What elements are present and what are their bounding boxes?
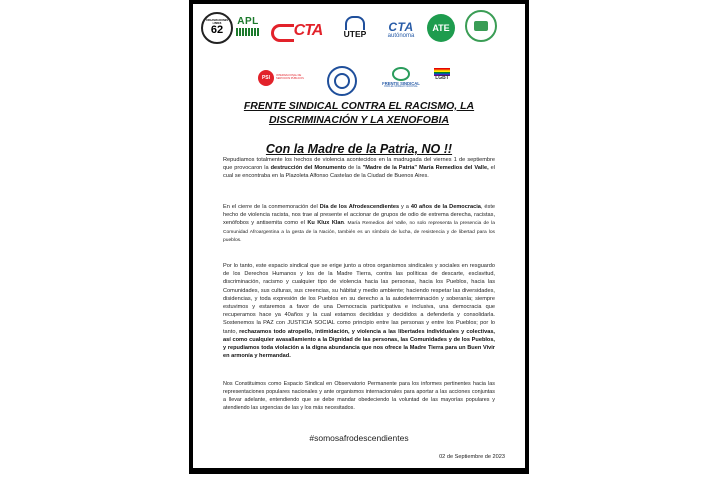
org62-ring-text: ORGANIZACIONES LIBRES [206,19,228,25]
apl-logo [235,14,261,38]
lgbt-text: LGBT [435,74,449,81]
ate-logo [427,14,455,42]
green-seal-logo [465,10,497,42]
cgt-seal-logo [327,66,357,96]
cta-swoosh-icon [271,24,294,42]
cta-text: CTA [293,22,323,39]
paragraph-4: Nos Constituimos como Espacio Sindical en Observatorio Permanente para los informes pertinentes hacia las representaciones populares nacionales y ante organismos internacionales para aportar a las acciones conjuntas a llevar adelante, entendiendo que se debe mandar obedeciendo la voluntad de las mayorías populares y atendiendo las urgencias de las y los más necesitados. [223,381,495,411]
cta-autonoma-main: CTA [388,20,414,34]
apl-text: APL [237,15,259,27]
apl-stripes-icon [236,28,260,36]
frente-sindical-sub: PARA EL MODELO NACIONAL [384,85,418,89]
frente-emblem-icon [392,67,410,81]
psi-logo [257,68,317,88]
document-subtitle: Con la Madre de la Patria, NO !! [265,142,453,156]
bus-icon [474,21,488,31]
org62-number: 62 [210,23,224,36]
paragraph-1: Repudiamos totalmente los hechos de violencia acontecidos en la madrugada del viernes 1 de septiembre que provocaron la destrucción del Monumento de la "Madre de la Patria" María Remedios del Valle, el cual se encontraba en la Plazoleta Alfonso Castelao de la Ciudad de Buenos Aires. [223,157,495,180]
cta-autonoma-logo [377,16,425,44]
utep-text: UTEP [343,28,367,39]
utep-logo [341,12,369,42]
lgbt-logo [427,64,457,84]
cta-trabajadores-logo [269,20,335,42]
cgt-emblem-icon [334,73,350,89]
psi-mark: PSI [258,70,274,86]
frente-sindical-name: FRENTE SINDICAL [382,81,420,87]
psi-text: INTERNACIONAL DE SERVICIOS PÚBLICOS [276,74,304,80]
utep-emblem-icon [345,16,365,30]
ate-text: ATE [432,22,450,33]
document-date: 02 de Septiembre de 2023 [439,454,505,460]
document-title: FRENTE SINDICAL CONTRA EL RACISMO, LA DISCRIMINACIÓN Y LA XENOFOBIA [243,100,475,126]
frente-sindical-logo [379,64,423,92]
org62-logo [201,12,233,44]
hashtag: #somosafrodescendientes [309,433,409,443]
paragraph-3: Por lo tanto, este espacio sindical que se erige junto a otros organismos sindicales y sociales en resguardo de los Derechos Humanos y los de la Madre Tierra, contra las políticas de descarte, esclavitud, discriminación, racismo y cualquier tipo de violencia hacia las personas, hacia los Pueblos, hacia las Comunidades, sus culturas, sus creencias, su hábitat y medio ambiente; haciendo respetar las diversidades, disidencias, y toda expresión de los Pueblos en su derecho a la autodeterminación y soberanía; siempre estuvimos y estaremos a favor de una Democracia participativa e inclusiva, una democracia que recuperamos hace ya 40años y la cual estamos decididas y decididos a defenderla y consolidarla. Sostenemos la PAZ con JUSTICIA SOCIAL como principio entre las personas y entre los Pueblos; por lo tanto, rechazamos todo atropello, intimidación, y violencia a las libertades individuales y colectivas, así como cualquier avasallamiento a la Dignidad de las personas, las Comunidades y de los Pueblos, y repudiamos toda violación a la digna abundancia que nos ofrece la Madre Tierra para un Buen Vivir en armonía y hermandad. [223,263,495,360]
cta-autonoma-sub: autónoma [387,33,415,39]
paragraph-2: En el cierre de la conmemoración del Día de los Afrodescendientes y a 40 años de la Democracia, éste hecho de violencia racista, nos trae al presente el accionar de grupos de odio de extrema derecha, racistas, xenófobos y antisemita como el Ku Klux Klan. María Remedios del Valle, no solo representa la presencia de la Comunidad Afroargentina a la gesta de la Nación, también es un símbolo de lucha, de resistencia y de libertad para los pueblos. [223,204,495,244]
document-page [193,4,525,468]
